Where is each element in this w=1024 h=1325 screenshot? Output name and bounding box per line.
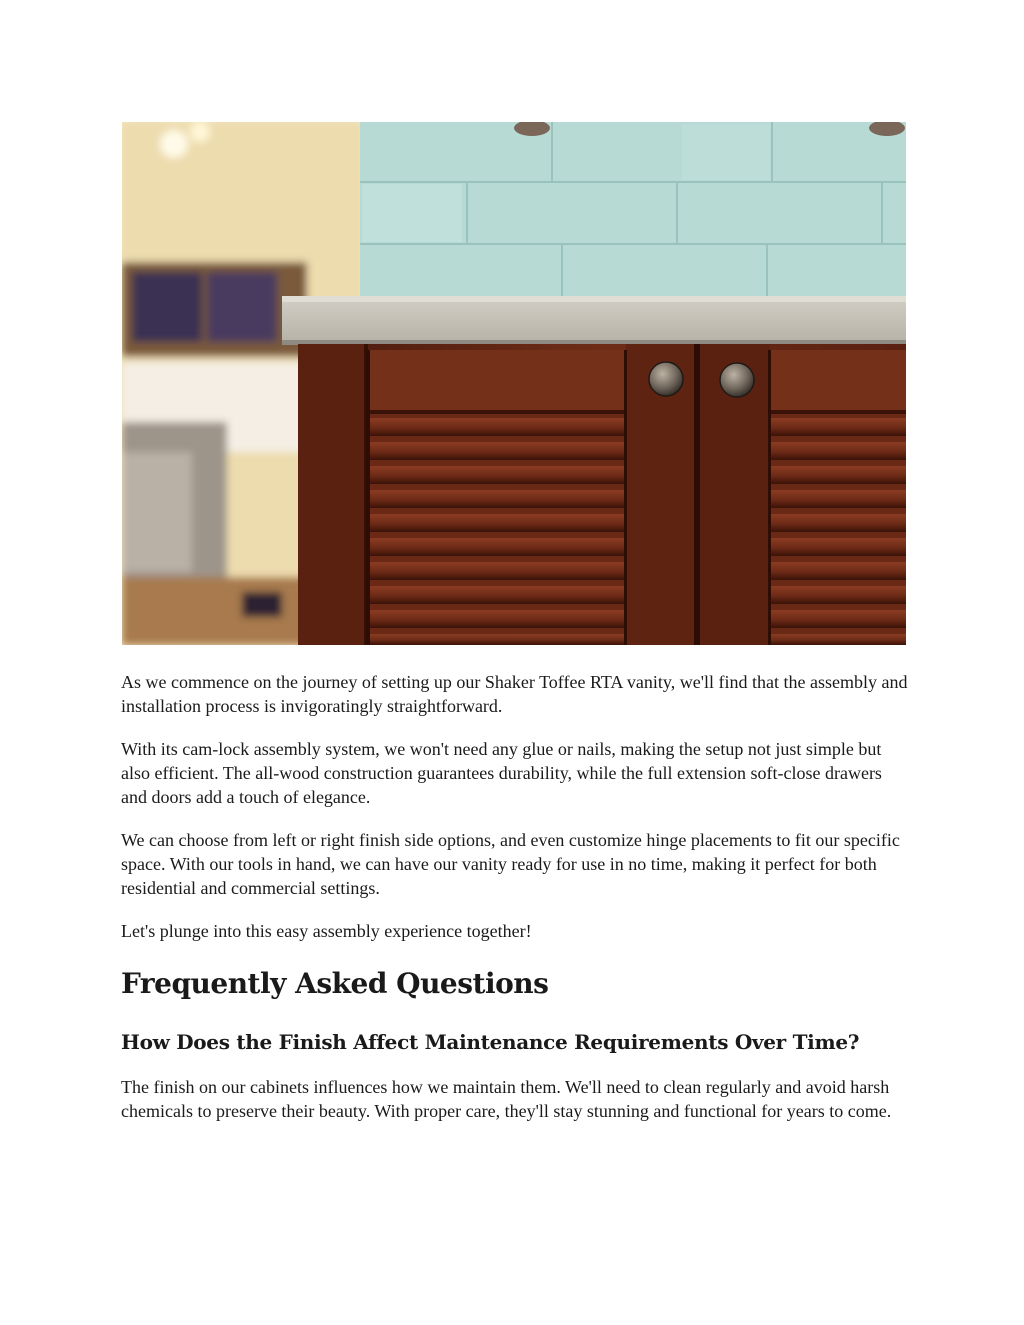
body-paragraph: With its cam-lock assembly system, we won't need any glue or nails, making the setup not just simple but also efficient. The all-wood construction guarantees durability, while the full extension soft-close drawers and doors add a touch of elegance. xyxy=(121,739,882,807)
article-body xyxy=(121,670,911,1142)
faq-answer: The finish on our cabinets influences how we maintain them. We'll need to clean regularly and avoid harsh chemicals to preserve their beauty. With proper care, they'll stay stunning and functional for years to come. xyxy=(121,1077,892,1121)
faq-heading: Frequently Asked Questions xyxy=(121,967,549,1000)
vanity-illustration xyxy=(122,122,906,645)
louver-slats-left xyxy=(368,418,626,645)
vanity-cabinet-photo xyxy=(122,122,906,645)
body-paragraph: We can choose from left or right finish side options, and even customize hinge placements to fit our specific space. With our tools in hand, we can have our vanity ready for use in no time, making it perfect for both residential and commercial settings. xyxy=(121,830,900,898)
intro-paragraph: As we commence on the journey of setting up our Shaker Toffee RTA vanity, we'll find that the assembly and installation process is invigoratingly straightforward. xyxy=(121,672,908,716)
closing-paragraph: Let's plunge into this easy assembly experience together! xyxy=(121,921,532,941)
louver-slats-right xyxy=(770,418,906,645)
faq-question: How Does the Finish Affect Maintenance Requirements Over Time? xyxy=(121,1030,860,1054)
